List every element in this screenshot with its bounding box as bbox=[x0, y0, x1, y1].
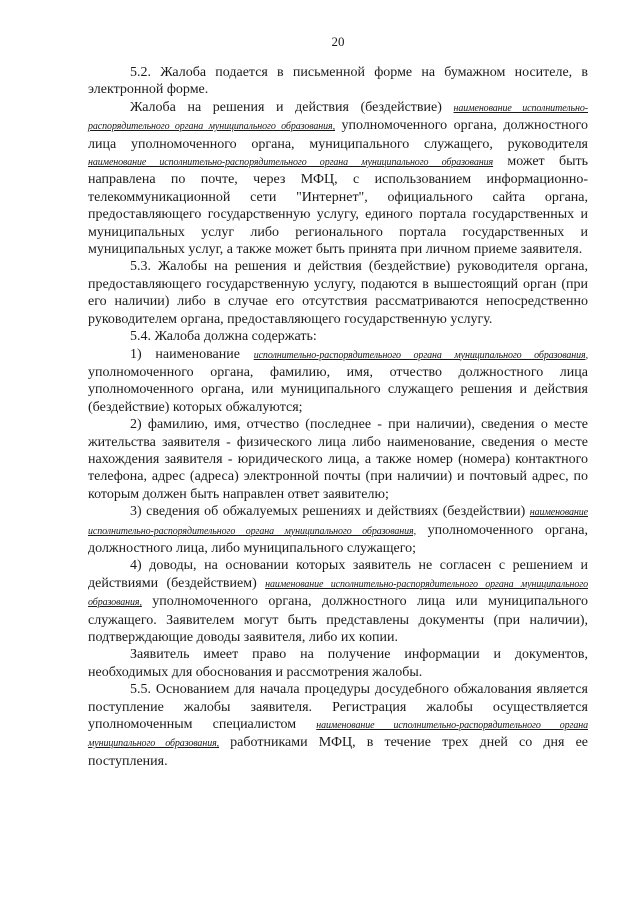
placeholder-organ-name: наименование исполнительно-распорядительного органа муниципального образования, bbox=[88, 720, 589, 750]
text-run: 2) фамилию, имя, отчество (последнее - при наличии), сведения о месте жительства заявителя - физического лица либо наименование, сведения о месте нахождения заявителя - юридического лица, а также номер (номера) контактного телефона, адрес (адреса) электронной почты (при наличии) и почтовый адрес, по которым должен быть направлен ответ заявителю; bbox=[88, 417, 588, 502]
paragraph-complaint-channels bbox=[88, 99, 588, 259]
text-run: уполномоченного органа, должностного лица уполномоченного органа, муниципального служащего, руководителя bbox=[88, 118, 588, 152]
text-run: уполномоченного органа, должностного лица, либо муниципального служащего; bbox=[88, 522, 588, 556]
text-run: Жалоба на решения и действия (бездействие) bbox=[130, 99, 454, 115]
list-item-2 bbox=[88, 416, 588, 503]
placeholder-organ-name: наименование исполнительно-распорядительного органа муниципального образования, bbox=[88, 102, 588, 133]
text-run: 5.5. Основанием для начала процедуры досудебного обжалования является поступление жалобы заявителя. Регистрация жалобы осуществляется уполномоченным специалистом bbox=[88, 682, 588, 733]
text-run: уполномоченного органа, фамилию, имя, отчество должностного лица уполномоченного органа, или муниципального служащего решения и действия (бездействие) которых обжалуются; bbox=[88, 364, 588, 415]
placeholder-organ-name: наименование исполнительно-распорядительного органа муниципального образования bbox=[88, 157, 494, 169]
text-run: 3) сведения об обжалуемых решениях и действиях (бездействии) bbox=[130, 504, 530, 520]
placeholder-organ-name: исполнительно-распорядительного органа муниципального образования, bbox=[253, 349, 588, 361]
paragraph-5-3 bbox=[88, 258, 588, 328]
text-run: 4) доводы, на основании которых заявитель не согласен с решением и действиями (бездействием) bbox=[88, 558, 588, 591]
paragraph-5-2 bbox=[88, 64, 588, 99]
list-item-3 bbox=[88, 503, 588, 557]
text-run: Заявитель имеет право на получение информации и документов, необходимых для обоснования и рассмотрения жалобы. bbox=[88, 647, 588, 680]
paragraph-5-5 bbox=[88, 681, 588, 770]
list-item-1 bbox=[88, 346, 588, 417]
placeholder-organ-name: наименование исполнительно-распорядительного органа муниципального образования, bbox=[88, 578, 588, 609]
list-item-4 bbox=[88, 557, 588, 646]
text-run: 5.2. Жалоба подается в письменной форме на бумажном носителе, в электронной форме. bbox=[88, 65, 588, 98]
text-run: 5.3. Жалобы на решения и действия (бездействие) руководителя органа, предоставляющего государственную услугу, подаются в вышестоящий орган (при его наличии) либо в случае его отсутствия рассматриваются непосредственно руководителем органа, предоставляющего государственную услугу. bbox=[88, 259, 588, 327]
text-run: работниками МФЦ, в течение трех дней со дня ее поступления. bbox=[88, 735, 588, 769]
text-run: может быть направлена по почте, через МФЦ, с использованием информационно-телекоммуникационной сети "Интернет", официального сайта органа, предоставляющего государственную услугу, единого портала государственных и муниципальных услуг либо регионального портала государственных и муниципальных услуг, а также может быть принята при личном приеме заявителя. bbox=[88, 154, 588, 258]
paragraph-5-4 bbox=[88, 328, 588, 345]
page-number: 20 bbox=[331, 34, 345, 49]
paragraph-applicant-rights bbox=[88, 646, 588, 681]
text-run: 1) наименование bbox=[130, 346, 254, 362]
placeholder-organ-name: наименование исполнительно-распорядительного органа муниципального образования, bbox=[88, 507, 588, 537]
text-run: 5.4. Жалоба должна содержать: bbox=[130, 329, 317, 345]
text-run: уполномоченного органа, должностного лица или муниципального служащего. Заявителем могут быть представлены документы (при наличии), подтверждающие доводы заявителя, либо их копии. bbox=[88, 594, 588, 645]
